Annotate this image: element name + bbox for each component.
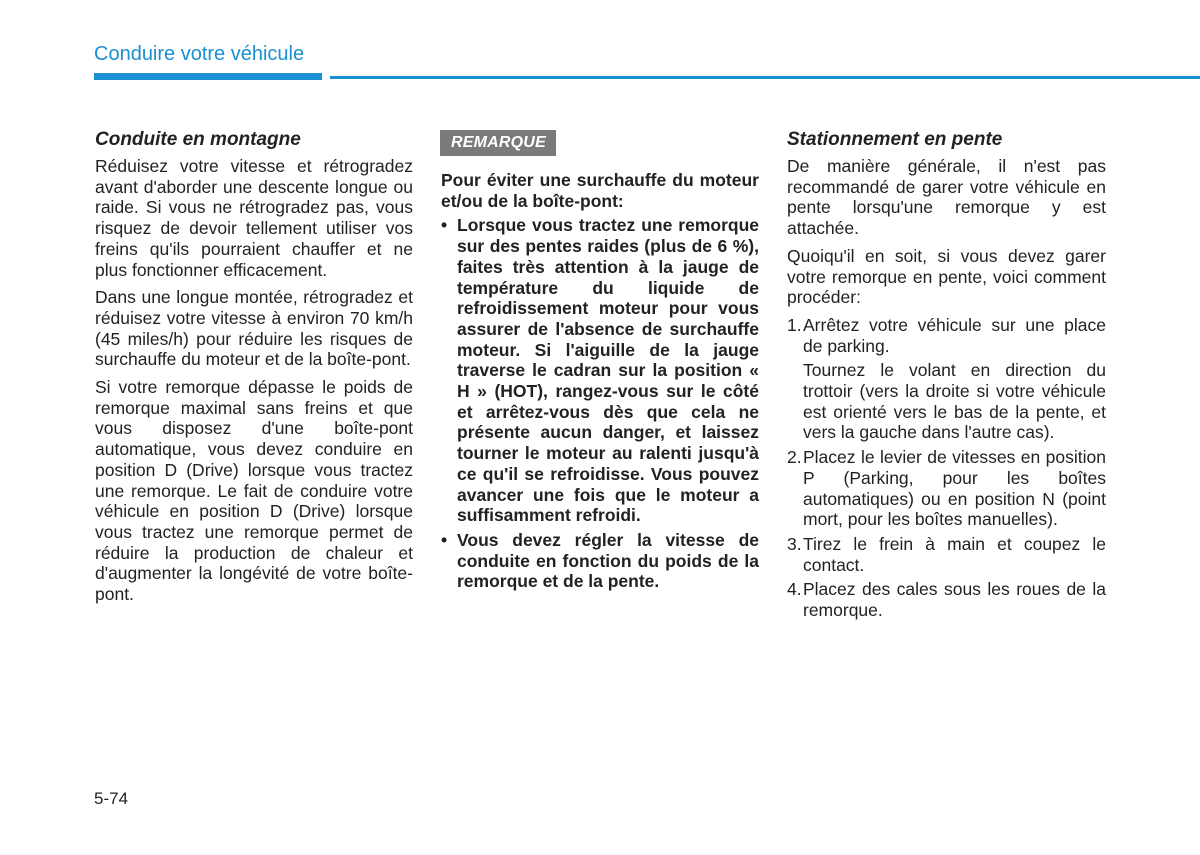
note-bullet-item: [441, 215, 759, 526]
step-text: Tirez le frein à main et coupez le contact.: [803, 533, 1106, 575]
left-column: [95, 128, 413, 612]
note-bullet-item: [441, 530, 759, 592]
step-item: [787, 534, 1106, 575]
note-bullet-list: [441, 215, 759, 592]
right-paragraph-2: Quoiqu'il en soit, si vous devez garer votre remorque en pente, voici comment procéder:: [787, 245, 1106, 308]
step-item: [787, 315, 1106, 443]
right-paragraph-1: De manière générale, il n'est pas recommandé de garer votre véhicule en pente lorsqu'une remorque y est attachée.: [787, 156, 1106, 239]
left-paragraph-3: Si votre remorque dépasse le poids de remorque maximal sans freins et que vous disposez d'une boîte-pont automatique, vous devez conduire en position D (Drive) lorsque vous tractez une remorque. Le fait de conduire votre véhicule en position D (Drive) lorsque vous tractez une remorque permet de réduire la production de chaleur et d'augmenter la longévité de votre boîte-pont.: [95, 377, 413, 605]
step-text: Placez le levier de vitesses en position P (Parking, pour les boîtes automatiques) ou en position N (point mort, pour les boîtes manuelles).: [803, 447, 1106, 530]
right-column: [787, 128, 1106, 625]
middle-column: [441, 128, 759, 596]
left-paragraph-1: Réduisez votre vitesse et rétrogradez avant d'aborder une descente longue ou raide. Si vous ne rétrogradez pas, vous risquez de devoir tellement utiliser vos freins qu'ils pourraient chauffer et ne plus fonctionner efficacement.: [95, 156, 413, 280]
step-number: 1.: [787, 314, 802, 335]
note-intro: Pour éviter une surchauffe du moteur et/ou de la boîte-pont:: [441, 170, 759, 211]
note-bullet-text: Lorsque vous tractez une remorque sur des pentes raides (plus de 6 %), faites très attention à la jauge de température du liquide de refroidissement moteur pour vous assurer de l'absence de surchauffe moteur. Si l'aiguille de la jauge traverse le cadran sur la position « H » (HOT), rangez-vous sur le côté et arrêtez-vous dès que cela ne présente aucun danger, et laissez tourner le moteur au ralenti jusqu'à ce qu'il se refroidisse. Vous pouvez avancer une fois que le moteur a suffisamment refroidi.: [457, 215, 759, 526]
step-text: Placez des cales sous les roues de la remorque.: [803, 579, 1106, 621]
step-item: [787, 579, 1106, 620]
bullet-icon: •: [441, 215, 448, 236]
note-bullet-text: Vous devez régler la vitesse de conduite en fonction du poids de la remorque et de la pente.: [457, 529, 759, 592]
slope-parking-title: Stationnement en pente: [787, 129, 1003, 150]
mountain-driving-title: Conduite en montagne: [95, 129, 301, 150]
bullet-icon: •: [441, 529, 448, 550]
step-number: 2.: [787, 447, 802, 468]
parking-steps-list: [787, 315, 1106, 621]
step-number: 3.: [787, 533, 802, 554]
page-number: 5-74: [94, 789, 129, 808]
header-rule-line: [330, 76, 1200, 79]
header-accent-bar: [94, 73, 322, 80]
step-item: [787, 447, 1106, 530]
step-number: 4.: [787, 579, 802, 600]
step-subtext: Tournez le volant en direction du trottoir (vers la droite si votre véhicule est orienté vers le bas de la pente, et vers la gauche dans l'autre cas).: [803, 360, 1106, 443]
left-paragraph-2: Dans une longue montée, rétrogradez et réduisez votre vitesse à environ 70 km/h (45 miles/h) pour réduire les risques de surchauffe du moteur et de la boîte-pont.: [95, 287, 413, 370]
step-text: Arrêtez votre véhicule sur une place de parking.: [803, 314, 1106, 356]
note-badge: REMARQUE: [440, 130, 556, 156]
section-header-title: Conduire votre véhicule: [94, 43, 305, 65]
